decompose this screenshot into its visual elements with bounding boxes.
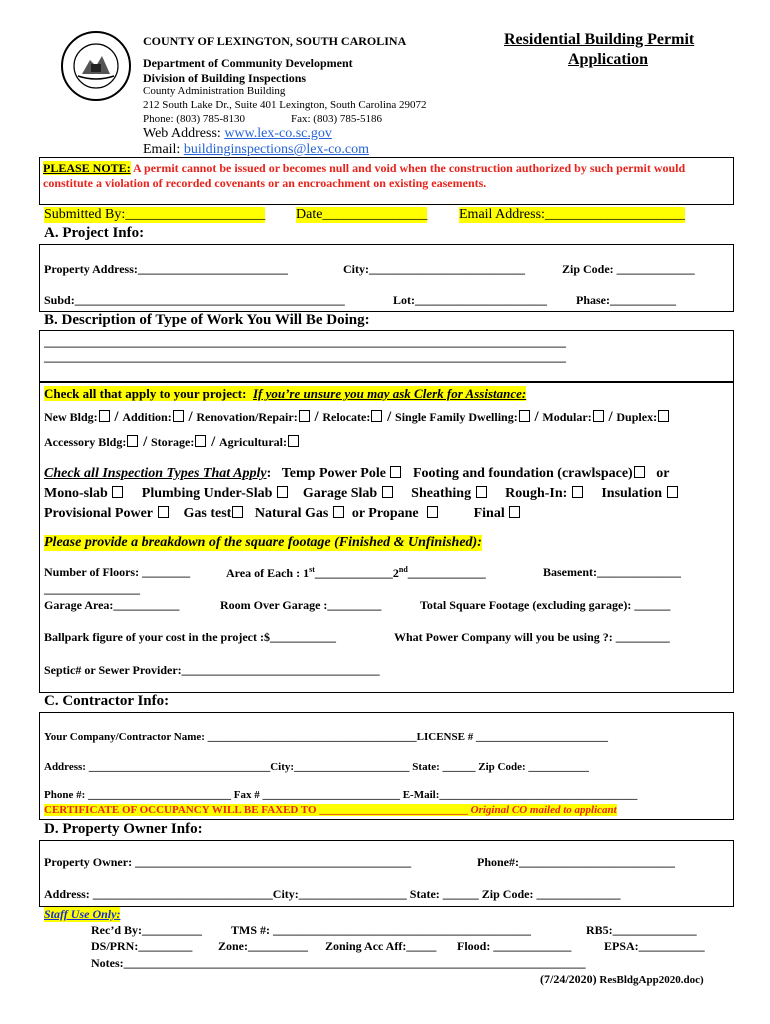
- propane-label: or Propane: [351, 506, 419, 521]
- footing-label: Footing and foundation (crawlspace): [412, 466, 633, 481]
- project-type-row-1: New Bldg: / Addition: / Renovation/Repair: / Relocate: / Single Family Dwelling: / Modular: / Duplex:: [44, 409, 670, 426]
- floors-extra-line[interactable]: ________________: [44, 582, 140, 596]
- email-label: Email:: [143, 142, 184, 157]
- garage-slab-label: Garage Slab: [302, 486, 378, 501]
- second-suffix: nd: [398, 565, 408, 574]
- web-label: Web Address:: [143, 126, 225, 141]
- description-line-1[interactable]: _______________________________________________________________________________________: [44, 335, 566, 349]
- subd-field[interactable]: Subd:_____________________________________________: [44, 293, 345, 307]
- recd-by-field[interactable]: Rec’d By:__________: [91, 923, 202, 937]
- city-field[interactable]: City:__________________________: [343, 262, 525, 276]
- new-bldg-label: New Bldg:: [44, 410, 98, 424]
- co-mail-note: Original CO mailed to applicant: [467, 804, 617, 816]
- office-fax: Fax: (803) 785-5186: [291, 113, 383, 125]
- contractor-heading: C. Contractor Info:: [44, 693, 170, 709]
- email-field[interactable]: Email Address:____________________: [459, 207, 685, 222]
- propane-checkbox[interactable]: [427, 506, 438, 518]
- owner-phone-field[interactable]: Phone#:__________________________: [477, 855, 675, 869]
- basement-field[interactable]: Basement:______________: [543, 565, 681, 579]
- description-line-2[interactable]: _______________________________________________________________________________________: [44, 350, 566, 364]
- floors-field[interactable]: Number of Floors: ________: [44, 565, 191, 579]
- contractor-phone-field[interactable]: Phone #: __________________________ Fax # _________________________ E-Mail:____________________________________: [44, 789, 638, 801]
- web-link[interactable]: www.lex-co.sc.gov: [224, 126, 332, 141]
- checks-heading-note: If you’re unsure you may ask Clerk for Assistance:: [252, 386, 527, 401]
- inspection-row-3: [44, 506, 521, 522]
- area-second-blank: _____________: [407, 566, 486, 580]
- epsa-field[interactable]: EPSA:___________: [604, 939, 705, 953]
- accessory-checkbox[interactable]: [127, 435, 138, 447]
- checks-heading-label: Check all that apply to your project:: [44, 386, 247, 401]
- storage-checkbox[interactable]: [195, 435, 206, 447]
- notes-field[interactable]: Notes:_____________________________________________________________________________: [91, 956, 586, 970]
- area-each-field[interactable]: [226, 565, 486, 581]
- zone-field[interactable]: Zone:__________: [218, 939, 308, 953]
- single-family-checkbox[interactable]: [519, 410, 530, 422]
- temp-power-label: Temp Power Pole: [281, 466, 386, 481]
- agricultural-label: Agricultural:: [219, 435, 287, 449]
- gas-test-label: Gas test: [183, 506, 232, 521]
- area-first-blank: _____________2: [314, 566, 399, 580]
- sheathing-label: Sheathing: [411, 486, 472, 501]
- property-address-field[interactable]: Property Address:_________________________: [44, 262, 288, 276]
- garage-slab-checkbox[interactable]: [382, 486, 393, 498]
- new-bldg-checkbox[interactable]: [99, 410, 110, 422]
- insulation-label: Insulation: [601, 486, 663, 501]
- septic-field[interactable]: Septic# or Sewer Provider:_________________________________: [44, 663, 380, 677]
- staff-heading: Staff Use Only:: [44, 907, 121, 921]
- checks-heading: [44, 386, 526, 402]
- zip-field[interactable]: Zip Code: _____________: [562, 262, 695, 276]
- contractor-name-field[interactable]: Your Company/Contractor Name: ______________________________________LICENSE # ________________________: [44, 731, 608, 743]
- owner-heading: D. Property Owner Info:: [44, 821, 203, 837]
- submitted-by-field[interactable]: Submitted By:____________________: [44, 207, 266, 222]
- first-suffix: st: [309, 565, 315, 574]
- agricultural-checkbox[interactable]: [288, 435, 299, 447]
- date-field[interactable]: Date_______________: [296, 207, 428, 222]
- addition-label: Addition:: [122, 410, 172, 424]
- final-checkbox[interactable]: [509, 506, 520, 518]
- project-type-row-2: Accessory Bldg: / Storage: / Agricultural:: [44, 434, 300, 451]
- county-seal: [60, 30, 132, 102]
- email-link[interactable]: buildinginspections@lex-co.com: [183, 142, 369, 157]
- notice-label: PLEASE NOTE:: [43, 161, 131, 175]
- provisional-power-checkbox[interactable]: [158, 506, 169, 518]
- relocate-label: Relocate:: [322, 410, 371, 424]
- description-heading: B. Description of Type of Work You Will Be Doing:: [44, 312, 370, 328]
- duplex-label: Duplex:: [616, 410, 658, 424]
- ds-prn-field[interactable]: DS/PRN:_________: [91, 939, 193, 953]
- inspection-heading: Check all Inspection Types That Apply: [44, 466, 267, 481]
- room-over-garage-field[interactable]: Room Over Garage :_________: [220, 598, 382, 612]
- modular-checkbox[interactable]: [593, 410, 604, 422]
- phase-field[interactable]: Phase:___________: [576, 293, 676, 307]
- owner-name-field[interactable]: Property Owner: ______________________________________________: [44, 855, 412, 869]
- gas-test-checkbox[interactable]: [232, 506, 243, 518]
- contractor-address-field[interactable]: Address: _________________________________City:_____________________ State: ______ Zip Code: ___________: [44, 761, 589, 773]
- addition-checkbox[interactable]: [173, 410, 184, 422]
- lot-field[interactable]: Lot:______________________: [393, 293, 547, 307]
- or-label: or: [656, 466, 670, 481]
- final-label: Final: [473, 506, 505, 521]
- inspection-row-1: Check all Inspection Types That Apply: Temp Power Pole Footing and foundation (crawlspace) or: [44, 466, 670, 481]
- duplex-checkbox[interactable]: [658, 410, 669, 422]
- insulation-checkbox[interactable]: [667, 486, 678, 498]
- renovation-label: Renovation/Repair:: [196, 410, 298, 424]
- mono-slab-checkbox[interactable]: [112, 486, 123, 498]
- county-name: COUNTY OF LEXINGTON, SOUTH CAROLINA: [143, 34, 407, 48]
- power-company-field[interactable]: What Power Company will you be using ?: _________: [394, 630, 670, 644]
- cost-field[interactable]: Ballpark figure of your cost in the project :$___________: [44, 630, 336, 644]
- co-fax-label: CERTIFICATE OF OCCUPANCY WILL BE FAXED TO ___________________________: [44, 804, 468, 816]
- single-family-label: Single Family Dwelling:: [395, 410, 518, 424]
- office-phone: Phone: (803) 785-8130: [143, 113, 246, 125]
- flood-field[interactable]: Flood: _____________: [457, 939, 572, 953]
- rb5-field[interactable]: RB5:______________: [586, 923, 697, 937]
- sqft-heading: Please provide a breakdown of the square footage (Finished & Unfinished):: [44, 535, 482, 550]
- natural-gas-label: Natural Gas: [254, 506, 329, 521]
- garage-area-field[interactable]: Garage Area:___________: [44, 598, 180, 612]
- form-footer: [540, 972, 704, 987]
- zoning-acc-field[interactable]: Zoning Acc Aff:_____: [325, 939, 437, 953]
- form-title: Residential Building Permit: [504, 31, 695, 48]
- project-info-heading: A. Project Info:: [44, 225, 145, 241]
- renovation-checkbox[interactable]: [299, 410, 310, 422]
- co-fax-field[interactable]: [44, 804, 617, 816]
- natural-gas-checkbox[interactable]: [333, 506, 344, 518]
- email-address: [143, 142, 369, 158]
- storage-label: Storage:: [151, 435, 195, 449]
- notice-line-1: [43, 161, 685, 176]
- temp-power-checkbox[interactable]: [390, 466, 401, 478]
- plumbing-label: Plumbing Under-Slab: [141, 486, 273, 501]
- office-building: County Administration Building: [143, 85, 286, 97]
- owner-address-field[interactable]: Address: ______________________________City:__________________ State: ______ Zip Code: ______________: [44, 887, 621, 901]
- tms-field[interactable]: TMS #: ___________________________________________: [231, 923, 531, 937]
- rough-in-checkbox[interactable]: [572, 486, 583, 498]
- division: Division of Building Inspections: [143, 71, 307, 85]
- inspection-row-2: [44, 486, 679, 502]
- relocate-checkbox[interactable]: [371, 410, 382, 422]
- form-title-2: Application: [568, 51, 649, 68]
- notice-line-2: constitute a violation of recorded covenants or an encroachment on existing easements.: [43, 176, 487, 190]
- footer-docname: ResBldgApp2020.doc): [596, 974, 704, 986]
- mono-slab-label: Mono-slab: [44, 486, 108, 501]
- web-address: [143, 126, 332, 142]
- provisional-power-label: Provisional Power: [44, 506, 154, 521]
- accessory-label: Accessory Bldg:: [44, 435, 127, 449]
- rough-in-label: Rough-In:: [505, 486, 568, 501]
- plumbing-checkbox[interactable]: [277, 486, 288, 498]
- area-each-label: Area of Each : 1: [226, 566, 310, 580]
- notice-text: A permit cannot be issued or becomes null and void when the construction authorized by such permit would: [130, 161, 686, 175]
- office-address: 212 South Lake Dr., Suite 401 Lexington, South Carolina 29072: [143, 99, 427, 111]
- footer-date: (7/24/2020): [540, 972, 597, 986]
- footing-checkbox[interactable]: [634, 466, 645, 478]
- sheathing-checkbox[interactable]: [476, 486, 487, 498]
- modular-label: Modular:: [542, 410, 592, 424]
- department: Department of Community Development: [143, 56, 353, 70]
- total-sqft-field[interactable]: Total Square Footage (excluding garage): ______: [420, 598, 671, 612]
